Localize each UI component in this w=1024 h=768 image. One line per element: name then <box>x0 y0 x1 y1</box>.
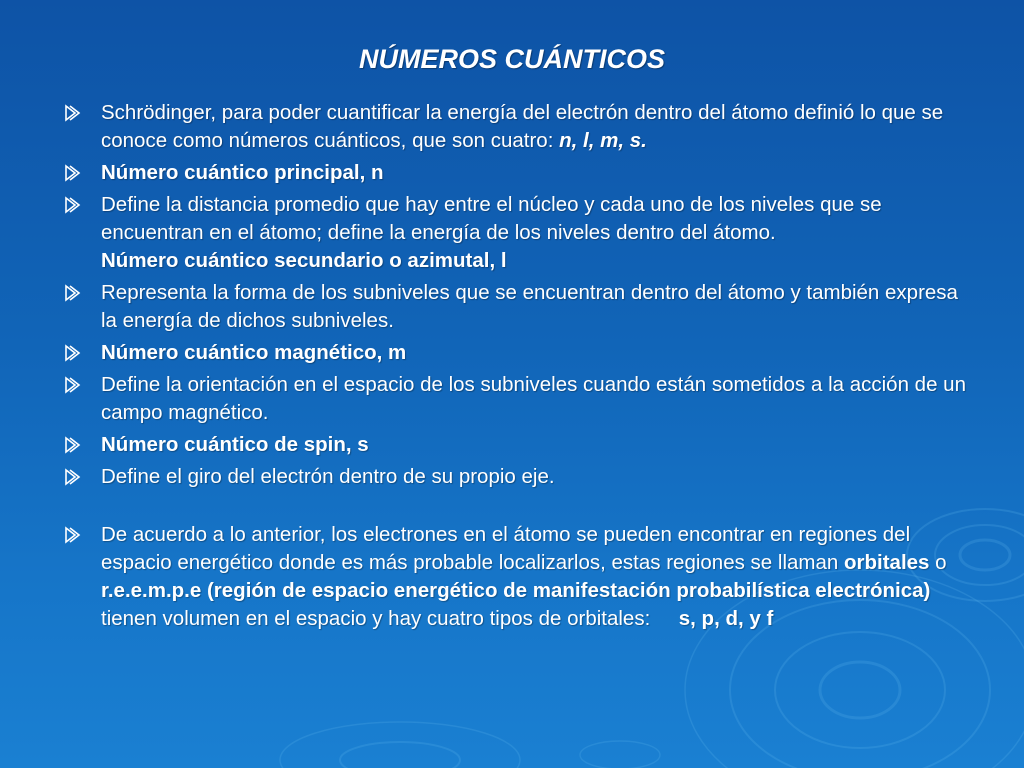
bullet-item-orbitals <box>62 521 977 633</box>
arrow-bullet-icon <box>62 283 82 303</box>
arrow-bullet-icon <box>62 467 82 487</box>
bullet-item-principal-desc <box>62 191 977 275</box>
arrow-bullet-icon <box>62 103 82 123</box>
bullet-text: Schrödinger, para poder cuantificar la energía del electrón dentro del átomo definió lo que se conoce como números cuánticos, que son cuatro: <box>101 101 944 152</box>
bullet-text: Representa la forma de los subniveles que se encuentran dentro del átomo y también expresa la energía de dichos subniveles. <box>101 281 958 332</box>
bullet-item-principal <box>62 159 977 187</box>
bullet-item-intro <box>62 99 977 155</box>
bullet-item-magnetic-desc <box>62 371 977 427</box>
arrow-bullet-icon <box>62 343 82 363</box>
arrow-bullet-icon <box>62 525 82 545</box>
bullet-text: De acuerdo a lo anterior, los electrones en el átomo se pueden encontrar en regiones del espacio energético donde es más probable localizarlos, estas regiones se llaman <box>101 523 911 574</box>
bullet-text: o <box>929 551 964 574</box>
arrow-bullet-icon <box>62 435 82 455</box>
bullet-text: Define el giro del electrón dentro de su propio eje. <box>101 465 555 488</box>
slide-title: NÚMEROS CUÁNTICOS <box>358 44 665 74</box>
orbitales-term: orbitales <box>844 551 930 574</box>
bullet-item-spin <box>62 431 977 459</box>
bullet-item-magnetic <box>62 339 977 367</box>
bullet-list <box>62 99 977 637</box>
bullet-text: Define la distancia promedio que hay entre el núcleo y cada uno de los niveles que se encuentran en el átomo; define la energía de los niveles dentro del átomo. <box>101 193 882 244</box>
bullet-heading: Número cuántico principal, n <box>101 161 384 184</box>
arrow-bullet-icon <box>62 163 82 183</box>
bullet-item-secondary-desc <box>62 279 977 335</box>
bullet-heading: Número cuántico magnético, m <box>101 341 407 364</box>
arrow-bullet-icon <box>62 195 82 215</box>
arrow-bullet-icon <box>62 375 82 395</box>
bullet-text: Define la orientación en el espacio de los subniveles cuando están sometidos a la acción de un campo magnético. <box>101 373 966 424</box>
bullet-text: tienen volumen en el espacio y hay cuatro tipos de orbitales: <box>101 579 942 630</box>
bullet-heading: Número cuántico de spin, s <box>101 433 369 456</box>
reempe-definition: r.e.e.m.p.e (región de espacio energético de manifestación probabilística electrónica) <box>101 579 931 602</box>
bullet-heading: Número cuántico secundario o azimutal, l <box>101 249 507 272</box>
bullet-item-spin-desc <box>62 463 977 491</box>
orbital-types: s, p, d, y f <box>678 607 774 630</box>
quantum-symbols: n, l, m, s. <box>559 129 647 152</box>
